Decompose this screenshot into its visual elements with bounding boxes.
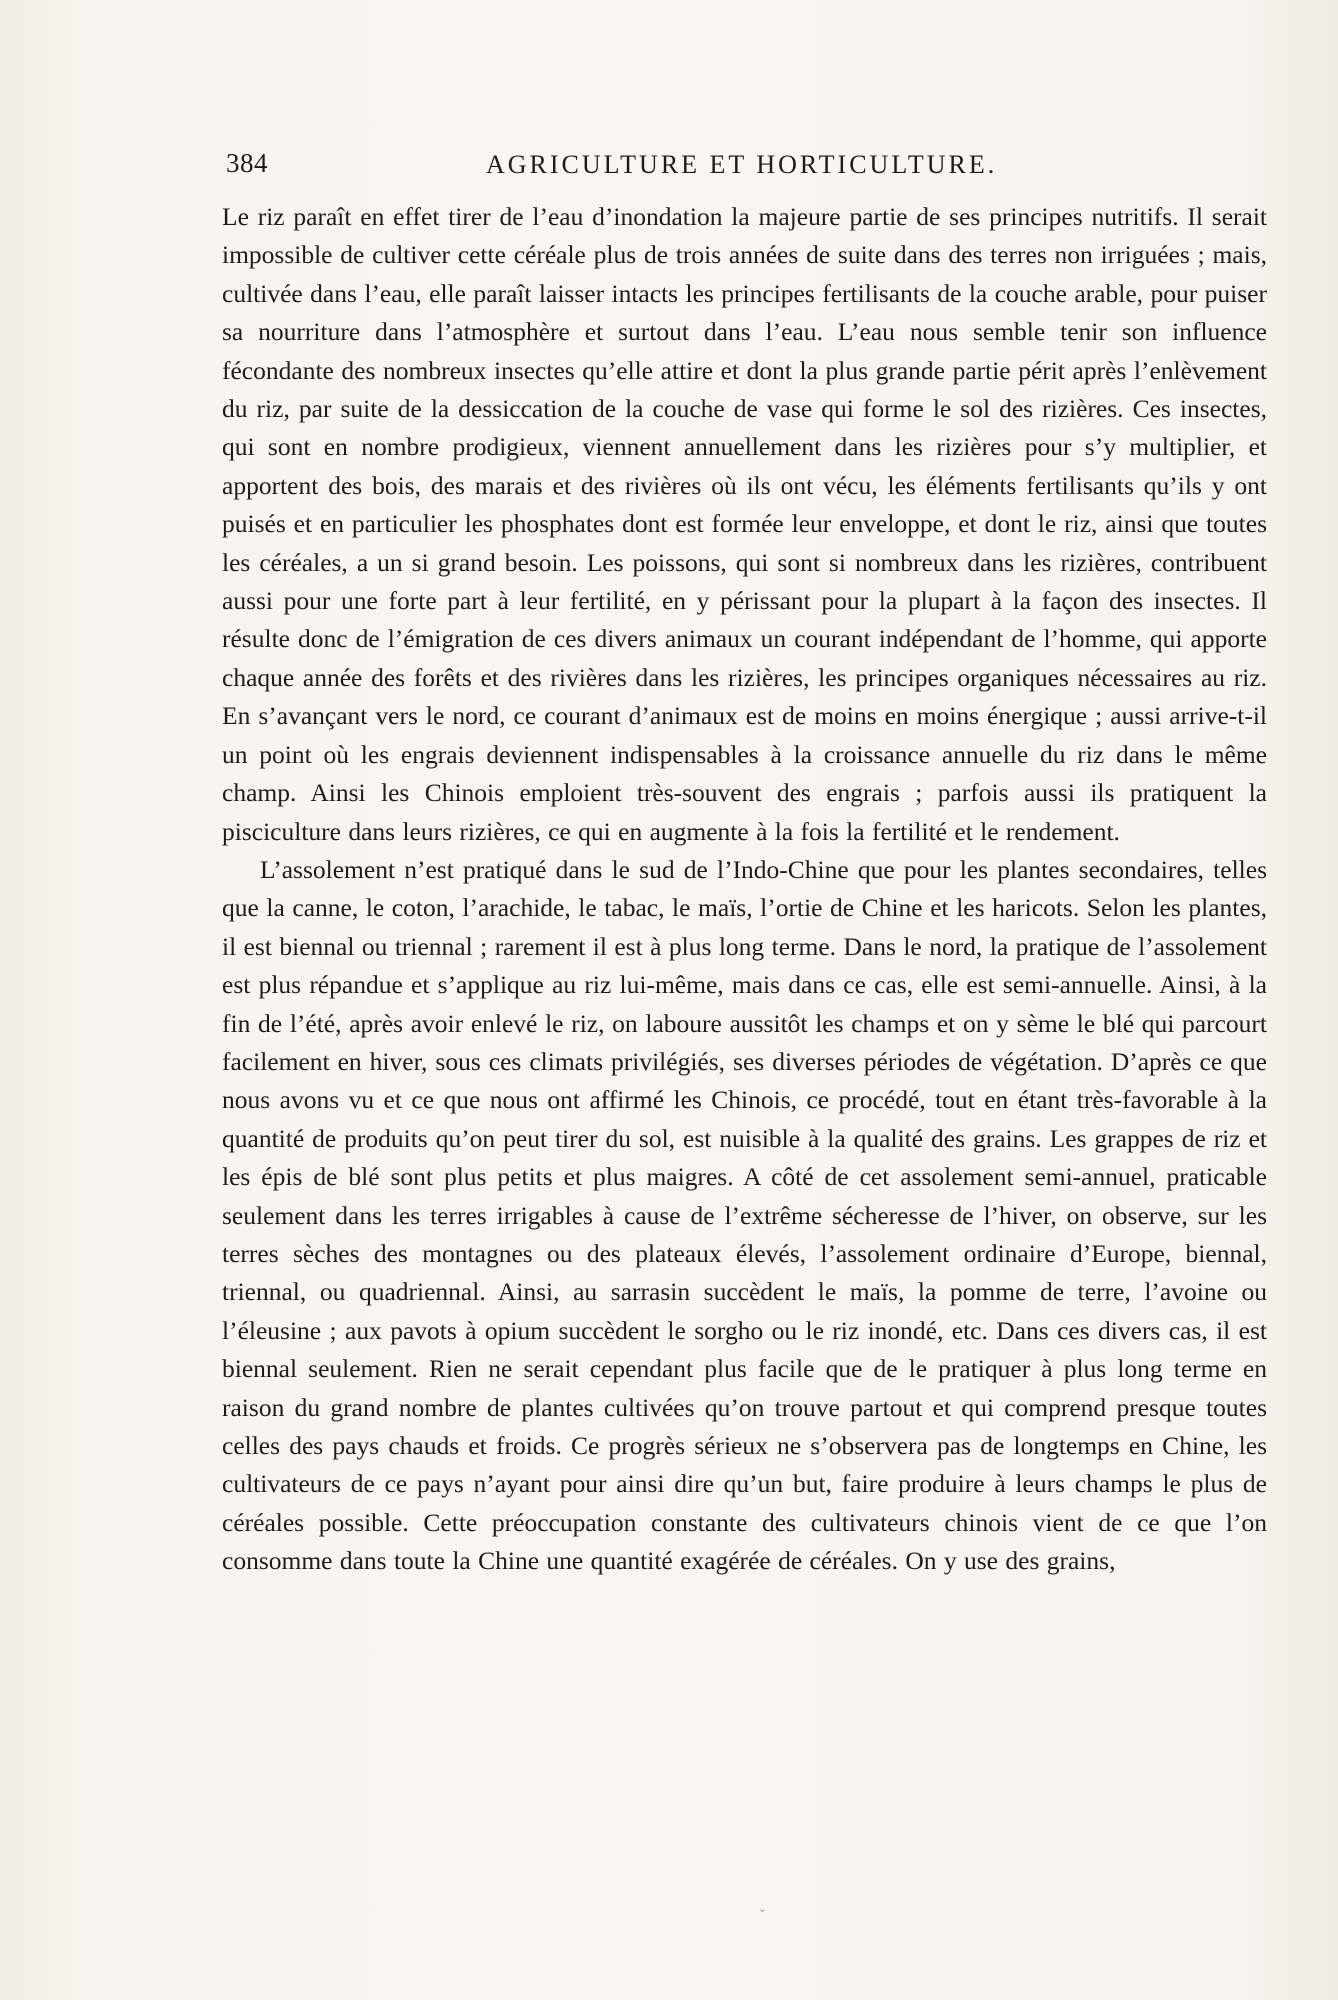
paragraph-1: Le riz paraît en effet tirer de l’eau d’inondation la majeure partie de ses principes nutritifs. Il serait impossible de cultiver cette céréale plus de trois années de suite dans des terres non irriguées ; mais, cultivée dans l’eau, elle paraît laisser intacts les principes fertilisants de la couche arable, pour puiser sa nourriture dans l’atmosphère et surtout dans l’eau. L’eau nous semble tenir son influence fécondante des nombreux insectes qu’elle attire et dont la plus grande partie périt après l’enlèvement du riz, par suite de la dessiccation de la couche de vase qui forme le sol des rizières. Ces insectes, qui sont en nombre prodigieux, viennent annuellement dans les rizières pour s’y multiplier, et apportent des bois, des marais et des rivières où ils ont vécu, les éléments fertilisants qu’ils y ont puisés et en particulier les phosphates dont est formée leur enveloppe, et dont le riz, ainsi que toutes les céréales, a un si grand besoin. Les poissons, qui sont si nombreux dans les rizières, contribuent aussi pour une forte part à leur fertilité, en y périssant pour la plupart à la façon des insectes. Il résulte donc de l’émigration de ces divers animaux un courant indépendant de l’homme, qui apporte chaque année des forêts et des rivières dans les rizières, les principes organiques nécessaires au riz. En s’avançant vers le nord, ce courant d’animaux est de moins en moins énergique ; aussi arrive-t-il un point où les engrais deviennent indispensables à la croissance annuelle du riz dans le même champ. Ainsi les Chinois emploient très-souvent des engrais ; parfois aussi ils pratiquent la pisciculture dans leurs rizières, ce qui en augmente à la fois la fertilité et le rendement. (222, 202, 1267, 846)
footer-mark: ˇ (760, 1908, 765, 1923)
page-header (226, 148, 1264, 184)
running-title: AGRICULTURE ET HORTICULTURE. (486, 150, 998, 179)
body-text (222, 198, 1267, 1581)
paragraph-2: L’assolement n’est pratiqué dans le sud de l’Indo-Chine que pour les plantes secondaires, telles que la canne, le coton, l’arachide, le tabac, le maïs, l’ortie de Chine et les haricots. Selon les plantes, il est biennal ou triennal ; rarement il est à plus long terme. Dans le nord, la pratique de l’assolement est plus répandue et s’applique au riz lui-même, mais dans ce cas, elle est semi-annuelle. Ainsi, à la fin de l’été, après avoir enlevé le riz, on laboure aussitôt les champs et on y sème le blé qui parcourt facilement en hiver, sous ces climats privilégiés, ses diverses périodes de végétation. D’après ce que nous avons vu et ce que nous ont affirmé les Chinois, ce procédé, tout en étant très-favorable à la quantité de produits qu’on peut tirer du sol, est nuisible à la qualité des grains. Les grappes de riz et les épis de blé sont plus petits et plus maigres. A côté de cet assolement semi-annuel, praticable seulement dans les terres irrigables à cause de l’extrême sécheresse de l’hiver, on observe, sur les terres sèches des montagnes ou des plateaux élevés, l’assolement ordinaire d’Europe, biennal, triennal, ou quadriennal. Ainsi, au sarrasin succèdent le maïs, la pomme de terre, l’avoine ou l’éleusine ; aux pavots à opium succèdent le sorgho ou le riz inondé, etc. Dans ces divers cas, il est biennal seulement. Rien ne serait cependant plus facile que de le pratiquer à plus long terme en raison du grand nombre de plantes cultivées qu’on trouve partout et qui comprend presque toutes celles des pays chauds et froids. Ce progrès sérieux ne s’observera pas de longtemps en Chine, les cultivateurs de ce pays n’ayant pour ainsi dire qu’un but, faire produire à leurs champs le plus de céréales possible. Cette préoccupation constante des cultivateurs chinois vient de ce que l’on consomme dans toute la Chine une quantité exagérée de céréales. On y use des grains, (222, 854, 1267, 1576)
page-number: 384 (226, 148, 268, 178)
